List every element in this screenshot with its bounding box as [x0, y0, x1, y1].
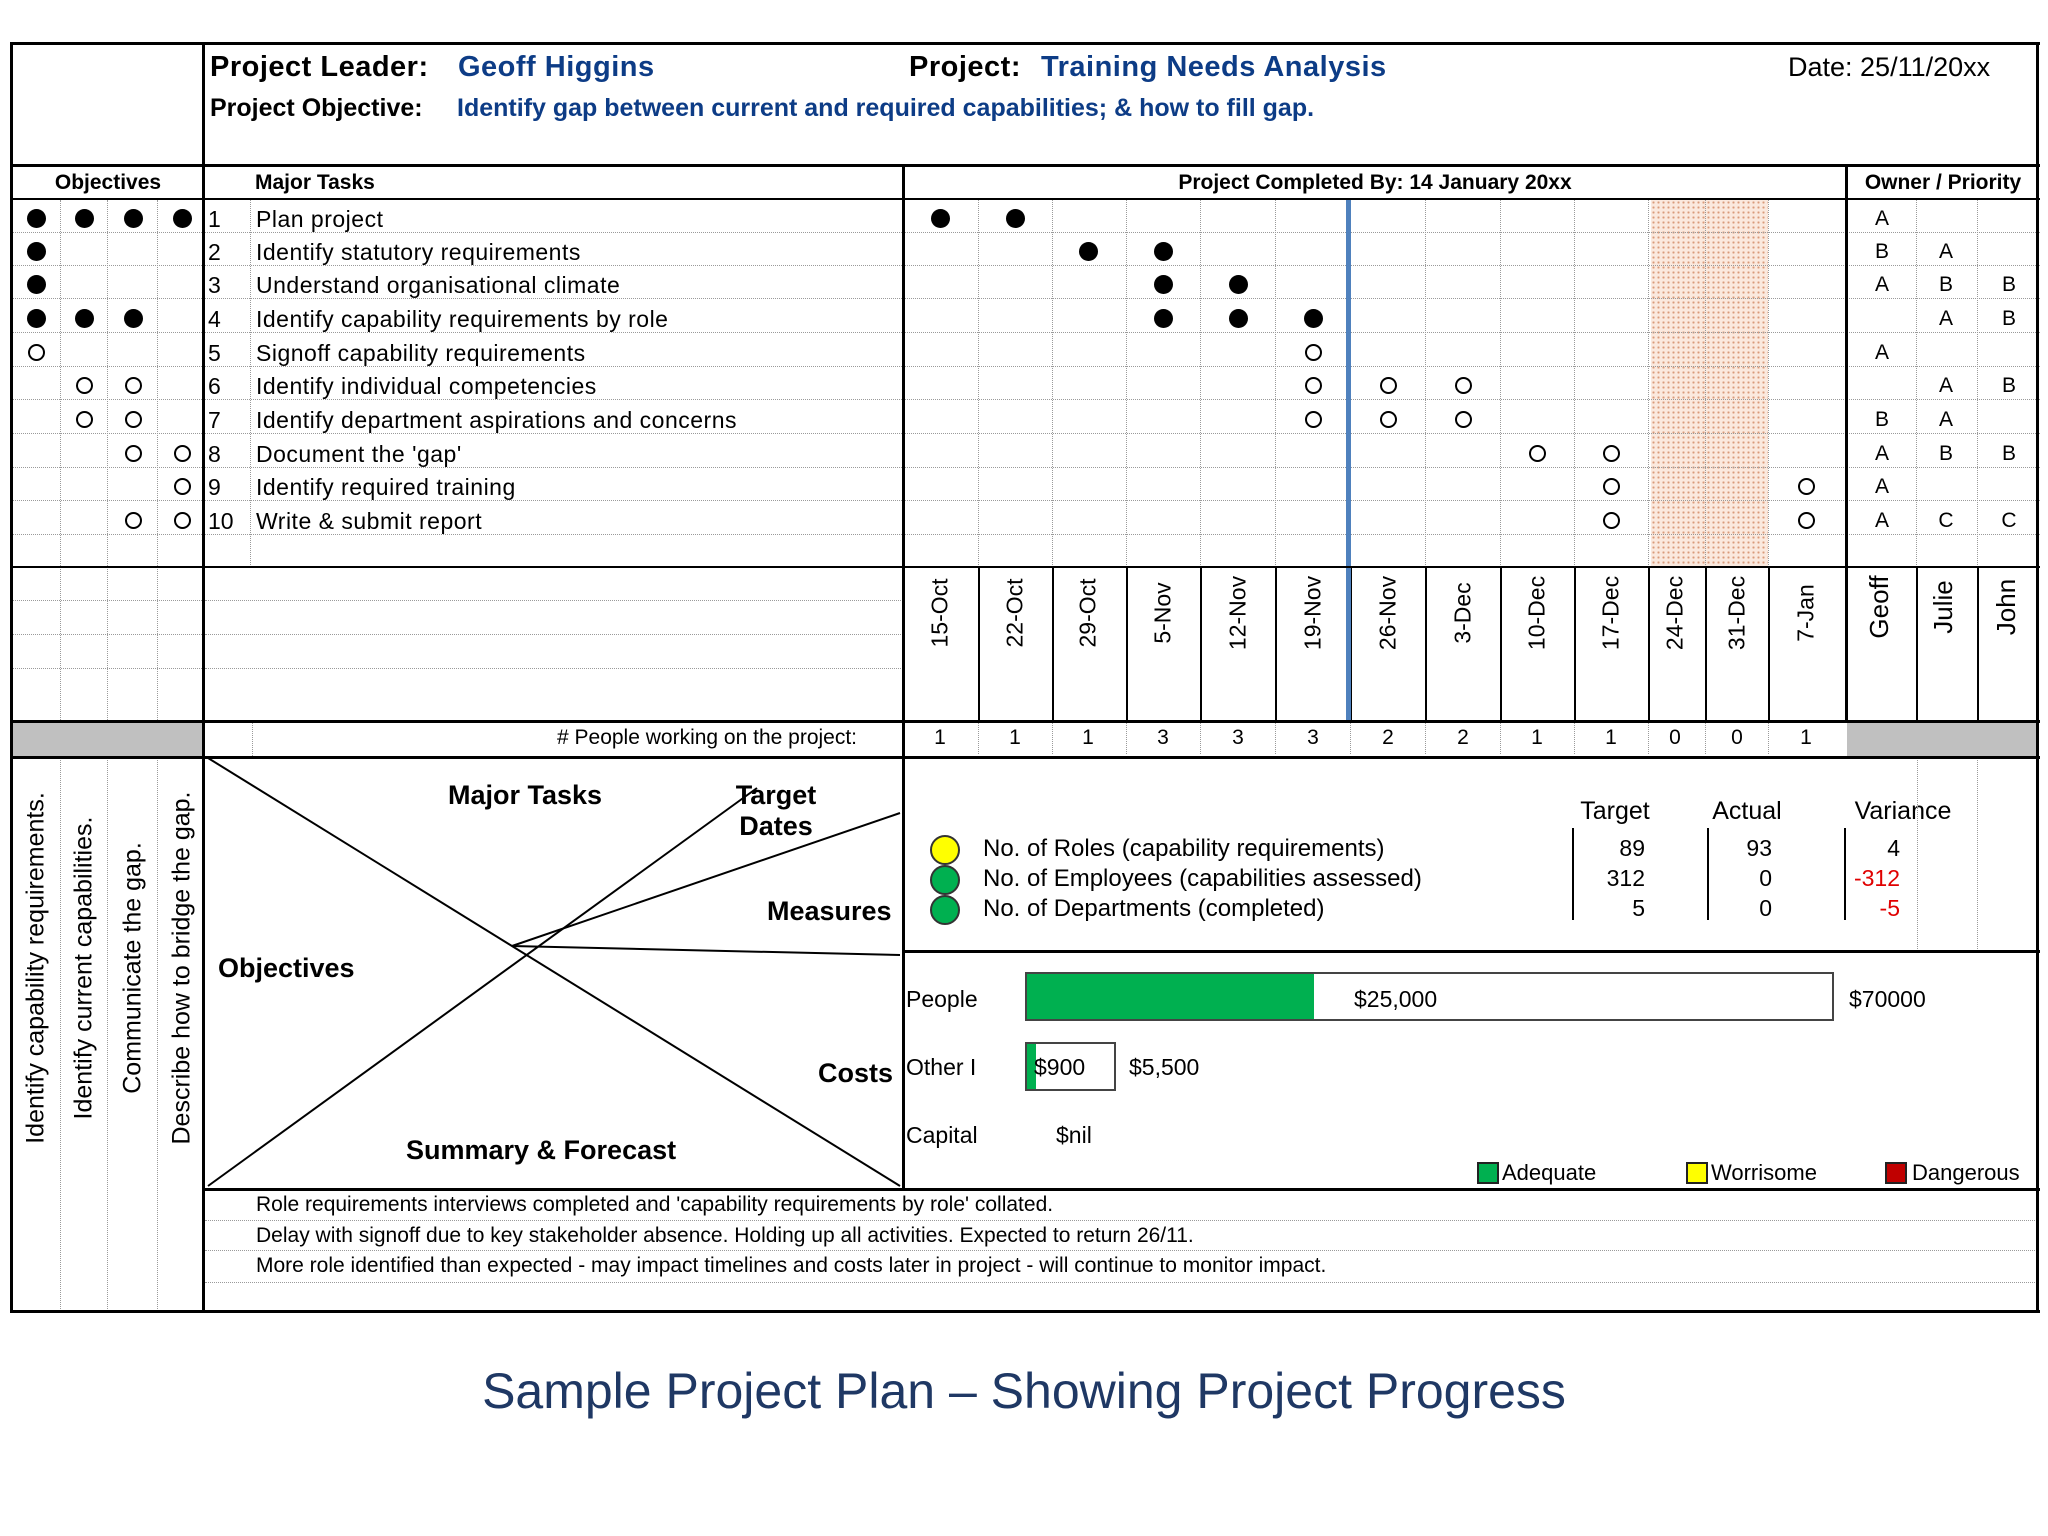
summary-line-2: Delay with signoff due to key stakeholder absence. Holding up all activities. Expected to return 26/11.	[256, 1224, 1194, 1247]
people-count: 2	[1382, 726, 1394, 749]
measure-label: No. of Roles (capability requirements)	[983, 835, 1385, 862]
status-indicator-adequate	[930, 895, 960, 925]
week-label: 15-Oct	[926, 578, 953, 648]
task-number: 8	[208, 441, 221, 467]
owner-name: Julie	[1928, 580, 1958, 634]
grid-line-v	[1425, 200, 1426, 567]
grid-line-v	[1768, 200, 1769, 567]
task-number: 10	[208, 508, 234, 534]
report-date: Date: 25/11/20xx	[1788, 52, 1991, 82]
border-v	[1052, 567, 1054, 720]
grid-line-v	[1705, 200, 1706, 567]
owner-priority: A	[1874, 509, 1889, 532]
grid-line-v	[1126, 200, 1127, 567]
diagram-summary: Summary & Forecast	[406, 1135, 677, 1165]
legend-dangerous-swatch	[1885, 1162, 1907, 1184]
leader-name: Geoff Higgins	[458, 51, 655, 83]
task-number: 7	[208, 407, 221, 433]
owner-name: Geoff	[1864, 575, 1894, 639]
border-v	[1648, 567, 1650, 720]
border-h	[10, 198, 2040, 200]
task-label: Identify required training	[256, 474, 516, 500]
objective-text: Describe how to bridge the gap.	[167, 791, 196, 1145]
grid-line-h	[12, 500, 904, 501]
grid-line-v	[107, 200, 108, 720]
week-label: 26-Nov	[1374, 575, 1401, 651]
grid-line-h	[904, 366, 2040, 367]
grid-line-v	[1200, 200, 1201, 567]
measure-actual: 0	[1759, 895, 1772, 921]
grid-line-h	[904, 433, 2040, 434]
week-label: 31-Dec	[1723, 575, 1750, 651]
grid-line-v	[978, 200, 979, 567]
grid-line-v	[978, 722, 979, 754]
owner-priority: B	[2001, 374, 2016, 397]
summary-line-3: More role identified than expected - may impact timelines and costs later in project - will continue to monitor impact.	[256, 1254, 1327, 1277]
grid-line-h	[12, 433, 904, 434]
grid-line-h	[12, 399, 904, 400]
project-name: Training Needs Analysis	[1041, 51, 1387, 83]
measure-variance: -312	[1853, 865, 1900, 891]
grid-line-h	[205, 1220, 2037, 1221]
owner-priority: A	[1874, 442, 1889, 465]
leader-label: Project Leader:	[210, 51, 429, 83]
owner-priority: B	[1938, 273, 1953, 296]
week-label: 29-Oct	[1074, 578, 1101, 648]
major-tasks-header: Major Tasks	[255, 171, 375, 194]
border-h	[10, 720, 2040, 723]
grid-line-v	[250, 200, 251, 567]
border-h	[10, 42, 2040, 45]
owner-priority: A	[1938, 374, 1953, 397]
border-v	[202, 42, 205, 1312]
border-v	[1500, 567, 1502, 720]
owner-priority: B	[2001, 307, 2016, 330]
cost-capital-value: $nil	[1056, 1122, 1092, 1148]
task-label: Document the 'gap'	[256, 441, 462, 467]
border-v	[1977, 567, 1979, 720]
grid-line-h	[12, 298, 904, 299]
completed-by-header: Project Completed By: 14 January 20xx	[1178, 171, 1572, 194]
border-v	[902, 164, 905, 1190]
border-h	[205, 1188, 2040, 1191]
week-label: 10-Dec	[1523, 575, 1550, 651]
owner-priority-header: Owner / Priority	[1864, 171, 2022, 194]
grid-line-v	[1350, 722, 1351, 754]
cost-other-label: Other I	[906, 1054, 977, 1080]
week-label: 5-Nov	[1149, 582, 1176, 644]
grid-line-v	[1200, 722, 1201, 754]
grid-line-v	[1052, 200, 1053, 567]
week-label: 24-Dec	[1661, 575, 1688, 651]
people-count: 0	[1731, 726, 1743, 749]
owner-priority: A	[1938, 408, 1953, 431]
diagram-target: Target	[735, 780, 817, 810]
gray-band-left	[12, 722, 202, 756]
grid-line-h	[12, 265, 904, 266]
grid-line-h	[205, 600, 905, 601]
grid-line-v	[157, 758, 158, 1311]
status-indicator-adequate	[930, 865, 960, 895]
measure-target: 312	[1606, 865, 1645, 891]
legend-adequate-swatch	[1477, 1162, 1499, 1184]
week-label: 22-Oct	[1001, 578, 1028, 648]
grid-line-h	[12, 332, 904, 333]
measure-label: No. of Departments (completed)	[983, 895, 1325, 922]
measure-actual: 93	[1746, 835, 1772, 861]
current-week-marker	[1346, 200, 1351, 720]
grid-line-v	[157, 200, 158, 720]
people-count: 1	[934, 726, 946, 749]
legend-dangerous: Dangerous	[1912, 1160, 2020, 1185]
owner-priority: C	[2001, 509, 2017, 532]
task-label: Identify capability requirements by role	[256, 306, 669, 332]
border-v	[10, 42, 13, 1312]
cost-people-label: People	[906, 986, 978, 1012]
grid-line-h	[904, 265, 2040, 266]
grid-line-v	[1705, 722, 1706, 754]
grid-line-v	[107, 758, 108, 1311]
cost-people-budget: $70000	[1849, 986, 1926, 1012]
week-label: 12-Nov	[1224, 575, 1251, 651]
border-v	[1705, 567, 1707, 720]
grid-line-h	[205, 634, 905, 635]
cost-other-spent: $900	[1034, 1054, 1086, 1080]
holiday-shading	[1651, 200, 1768, 567]
objective-text: Identify capability requirements.	[21, 792, 50, 1144]
diagram-measures: Measures	[767, 896, 892, 926]
diagram-dates: Dates	[739, 811, 813, 841]
people-count: 1	[1531, 726, 1543, 749]
owner-priority: B	[1938, 442, 1953, 465]
grid-line-v	[1275, 200, 1276, 567]
cost-other-budget: $5,500	[1129, 1054, 1200, 1080]
owner-priority: B	[1874, 240, 1889, 263]
people-count: 3	[1307, 726, 1319, 749]
task-number: 9	[208, 474, 221, 500]
grid-line-h	[12, 366, 904, 367]
cost-people-fill	[1027, 974, 1314, 1019]
cost-capital-label: Capital	[906, 1122, 978, 1148]
border-v	[1200, 567, 1202, 720]
task-label: Write & submit report	[256, 508, 483, 534]
grid-line-v	[1574, 722, 1575, 754]
owner-priority: A	[1938, 307, 1953, 330]
grid-line-v	[1500, 722, 1501, 754]
legend-adequate: Adequate	[1502, 1160, 1597, 1185]
grid-line-h	[205, 1282, 2037, 1283]
grid-line-h	[904, 467, 2040, 468]
grid-line-v	[60, 200, 61, 720]
summary-line-1: Role requirements interviews completed and 'capability requirements by role' collated.	[256, 1193, 1054, 1216]
footer-title: Sample Project Plan – Showing Project Progress	[482, 1363, 1566, 1419]
grid-line-v	[252, 720, 253, 756]
task-label: Understand organisational climate	[256, 272, 621, 298]
grid-line-h	[904, 332, 2040, 333]
measures-actual-header: Actual	[1712, 797, 1782, 825]
week-label: 3-Dec	[1449, 582, 1476, 644]
people-count: 1	[1009, 726, 1021, 749]
grid-line-h	[12, 534, 904, 535]
grid-line-h	[12, 232, 904, 233]
grid-line-h	[205, 1250, 2037, 1251]
diagram-objectives: Objectives	[218, 953, 355, 983]
owner-priority: A	[1874, 207, 1889, 230]
grid-line-v	[1052, 722, 1053, 754]
grid-line-v	[1126, 722, 1127, 754]
grid-line-v	[1500, 200, 1501, 567]
task-label: Identify statutory requirements	[256, 239, 581, 265]
diagram-costs: Costs	[818, 1058, 894, 1088]
task-number: 4	[208, 306, 221, 332]
owner-priority: A	[1938, 240, 1953, 263]
project-label: Project:	[909, 51, 1021, 83]
grid-line-v	[1574, 200, 1575, 567]
grid-line-v	[1275, 722, 1276, 754]
owner-priority: B	[2001, 273, 2016, 296]
measures-variance-header: Variance	[1854, 797, 1952, 825]
border-h	[10, 164, 2040, 167]
week-label: 7-Jan	[1792, 584, 1819, 642]
measure-variance: 4	[1887, 835, 1900, 861]
task-label: Identify individual competencies	[256, 373, 597, 399]
grid-line-v	[1768, 722, 1769, 754]
border-h	[904, 950, 2040, 953]
measure-variance: -5	[1879, 895, 1900, 921]
measure-target: 5	[1632, 895, 1645, 921]
task-number: 5	[208, 340, 221, 366]
people-count: 1	[1605, 726, 1617, 749]
border-h	[10, 756, 2040, 759]
people-count: 3	[1232, 726, 1244, 749]
border-v	[1916, 567, 1918, 720]
people-count: 0	[1669, 726, 1681, 749]
week-label: 19-Nov	[1299, 575, 1326, 651]
border-v	[1768, 567, 1770, 720]
gray-band-right	[1847, 722, 2037, 756]
measure-target: 89	[1619, 835, 1645, 861]
task-label: Signoff capability requirements	[256, 340, 586, 366]
border-v	[2036, 42, 2039, 1312]
owner-priority: B	[1874, 408, 1889, 431]
grid-line-h	[904, 232, 2040, 233]
week-label: 17-Dec	[1597, 575, 1624, 651]
owner-priority: C	[1938, 509, 1954, 532]
legend-worrisome-swatch	[1686, 1162, 1708, 1184]
grid-line-h	[12, 467, 904, 468]
grid-line-h	[904, 534, 2040, 535]
people-label: # People working on the project:	[557, 726, 858, 749]
grid-line-v	[60, 758, 61, 1311]
grid-line-h	[205, 668, 905, 669]
grid-line-v	[1648, 200, 1649, 567]
owner-priority: A	[1874, 341, 1889, 364]
measures-target-header: Target	[1580, 797, 1650, 825]
objective-text: Communicate the gap.	[118, 842, 147, 1094]
objective-label: Project Objective:	[210, 94, 423, 122]
grid-line-h	[904, 500, 2040, 501]
grid-line-h	[904, 298, 2040, 299]
owner-priority: A	[1874, 273, 1889, 296]
people-count: 1	[1082, 726, 1094, 749]
measure-label: No. of Employees (capabilities assessed)	[983, 865, 1422, 892]
task-number: 3	[208, 272, 221, 298]
people-count: 3	[1157, 726, 1169, 749]
objective-text: Identify current capabilities.	[69, 816, 98, 1120]
diagram-major-tasks: Major Tasks	[448, 780, 603, 810]
measure-actual: 0	[1759, 865, 1772, 891]
grid-line-v	[1916, 200, 1917, 567]
owner-name: John	[1991, 578, 2021, 636]
owner-priority: A	[1874, 475, 1889, 498]
grid-line-v	[1977, 758, 1978, 953]
border-v	[1845, 567, 1848, 722]
grid-line-h	[904, 399, 2040, 400]
border-v	[1275, 567, 1277, 720]
objectives-header: Objectives	[54, 171, 162, 194]
objective-text: Identify gap between current and required capabilities; & how to fill gap.	[457, 94, 1315, 122]
border-v	[1425, 567, 1427, 720]
grid-line-v	[1648, 722, 1649, 754]
border-v	[1574, 567, 1576, 720]
people-count: 1	[1800, 726, 1812, 749]
cost-people-spent: $25,000	[1354, 986, 1438, 1012]
border-h	[10, 1310, 2040, 1313]
owner-priority: B	[2001, 442, 2016, 465]
task-label: Identify department aspirations and concerns	[256, 407, 737, 433]
status-indicator-worrisome	[930, 835, 960, 865]
border-v	[978, 567, 980, 720]
grid-line-v	[1917, 758, 1918, 953]
border-h	[10, 566, 2040, 568]
task-number: 6	[208, 373, 221, 399]
grid-line-v	[1425, 722, 1426, 754]
task-number: 2	[208, 239, 221, 265]
border-v	[1126, 567, 1128, 720]
task-number: 1	[208, 206, 221, 232]
grid-line-v	[1977, 200, 1978, 567]
legend-worrisome: Worrisome	[1711, 1160, 1817, 1185]
people-count: 2	[1457, 726, 1469, 749]
task-label: Plan project	[256, 206, 384, 232]
